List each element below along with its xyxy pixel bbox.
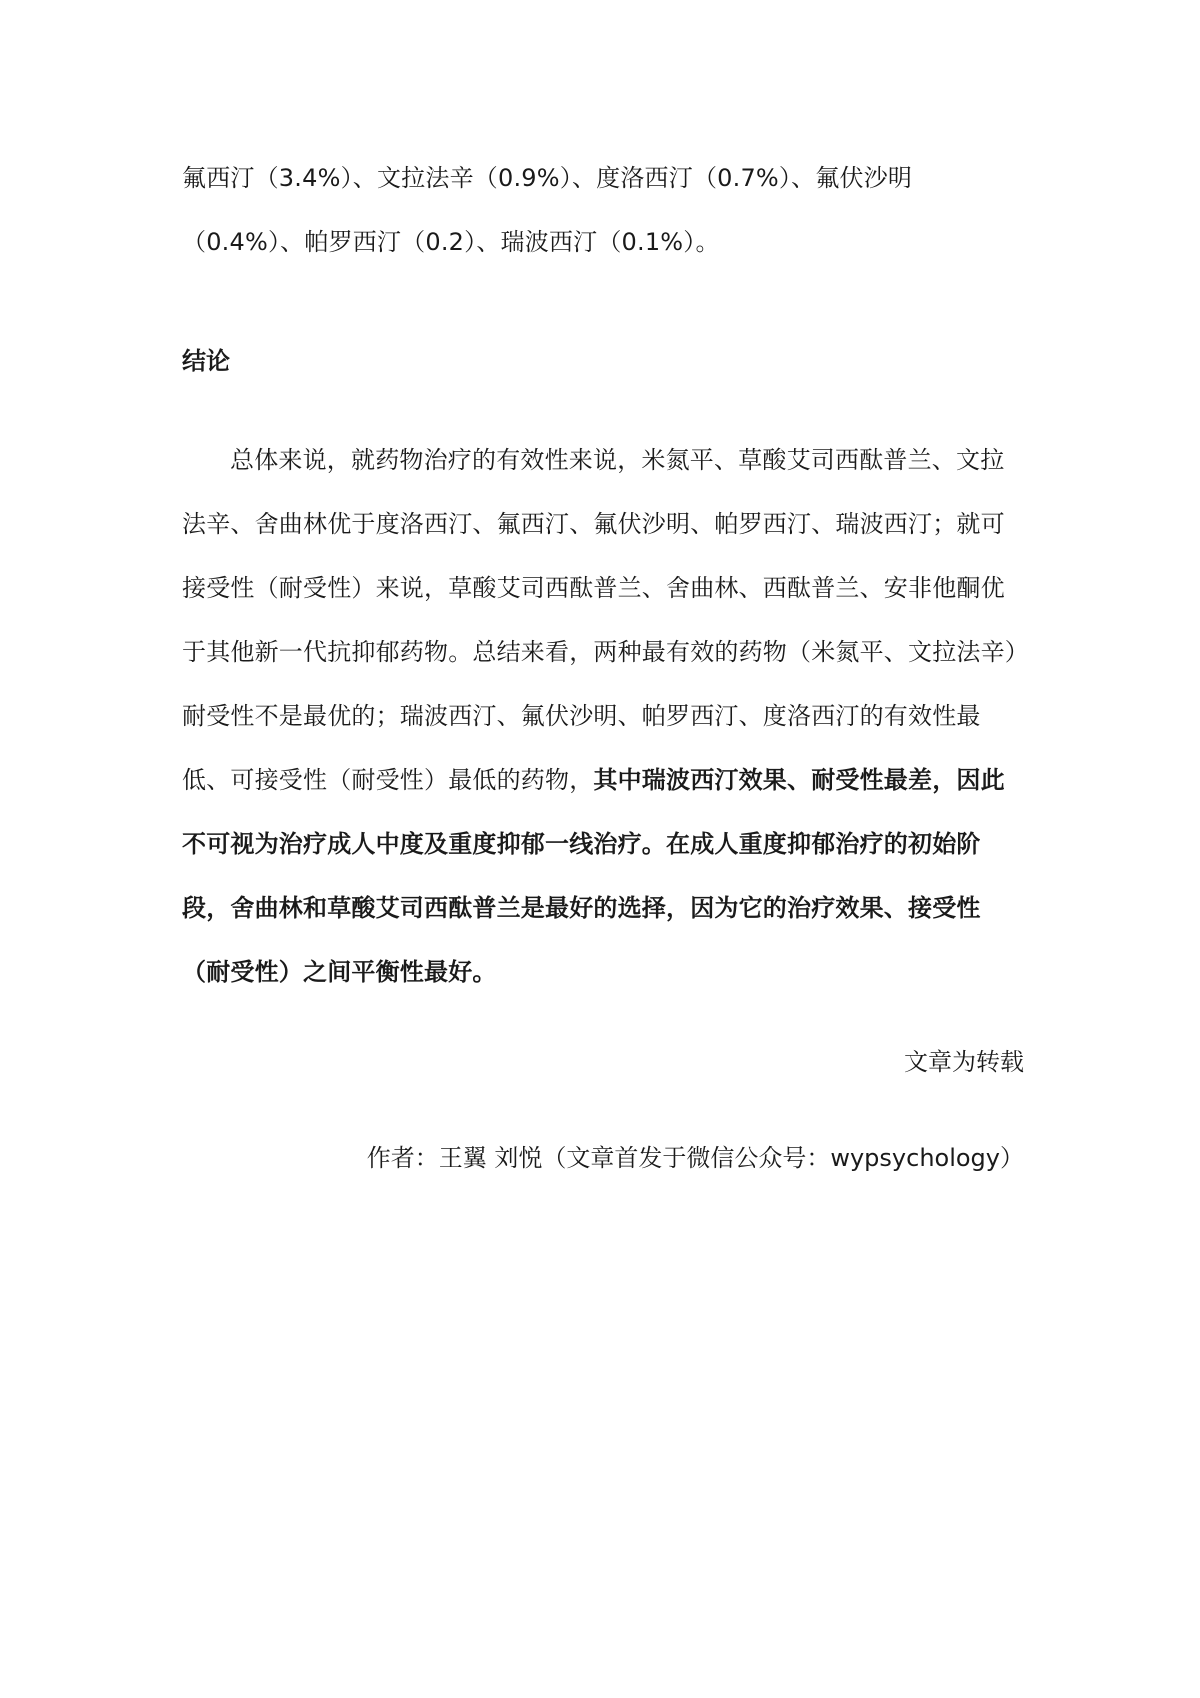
author-line: 作者：王翼 刘悦（文章首发于微信公众号：wypsychology）: [366, 1144, 1024, 1172]
reprint-note: 文章为转载: [904, 1048, 1024, 1076]
conclusion-heading: 结论: [182, 347, 230, 375]
continued-paragraph: 氟西汀（3.4%）、文拉法辛（0.9%）、度洛西汀（0.7%）、氟伏沙明（0.4%）、帕罗西汀（0.2）、瑞波西汀（0.1%）。: [182, 164, 913, 256]
conclusion-bold-text: 其中瑞波西汀效果、耐受性最差，因此不可视为治疗成人中度及重度抑郁一线治疗。在成人重度抑郁治疗的初始阶段，舍曲林和草酸艾司西酞普兰是最好的选择，因为它的治疗效果、接受性（耐受性）之间平衡性最好。: [182, 766, 1005, 986]
conclusion-paragraph: [182, 428, 1022, 1004]
conclusion-text: 总体来说，就药物治疗的有效性来说，米氮平、草酸艾司西酞普兰、文拉法辛、舍曲林优于度洛西汀、氟西汀、氟伏沙明、帕罗西汀、瑞波西汀；就可接受性（耐受性）来说，草酸艾司西酞普兰、舍曲林、西酞普兰、安非他酮优于其他新一代抗抑郁药物。总结来看，两种最有效的药物（米氮平、文拉法辛）耐受性不是最优的；瑞波西汀、氟伏沙明、帕罗西汀、度洛西汀的有效性最低、可接受性（耐受性）最低的药物，: [182, 446, 1017, 794]
